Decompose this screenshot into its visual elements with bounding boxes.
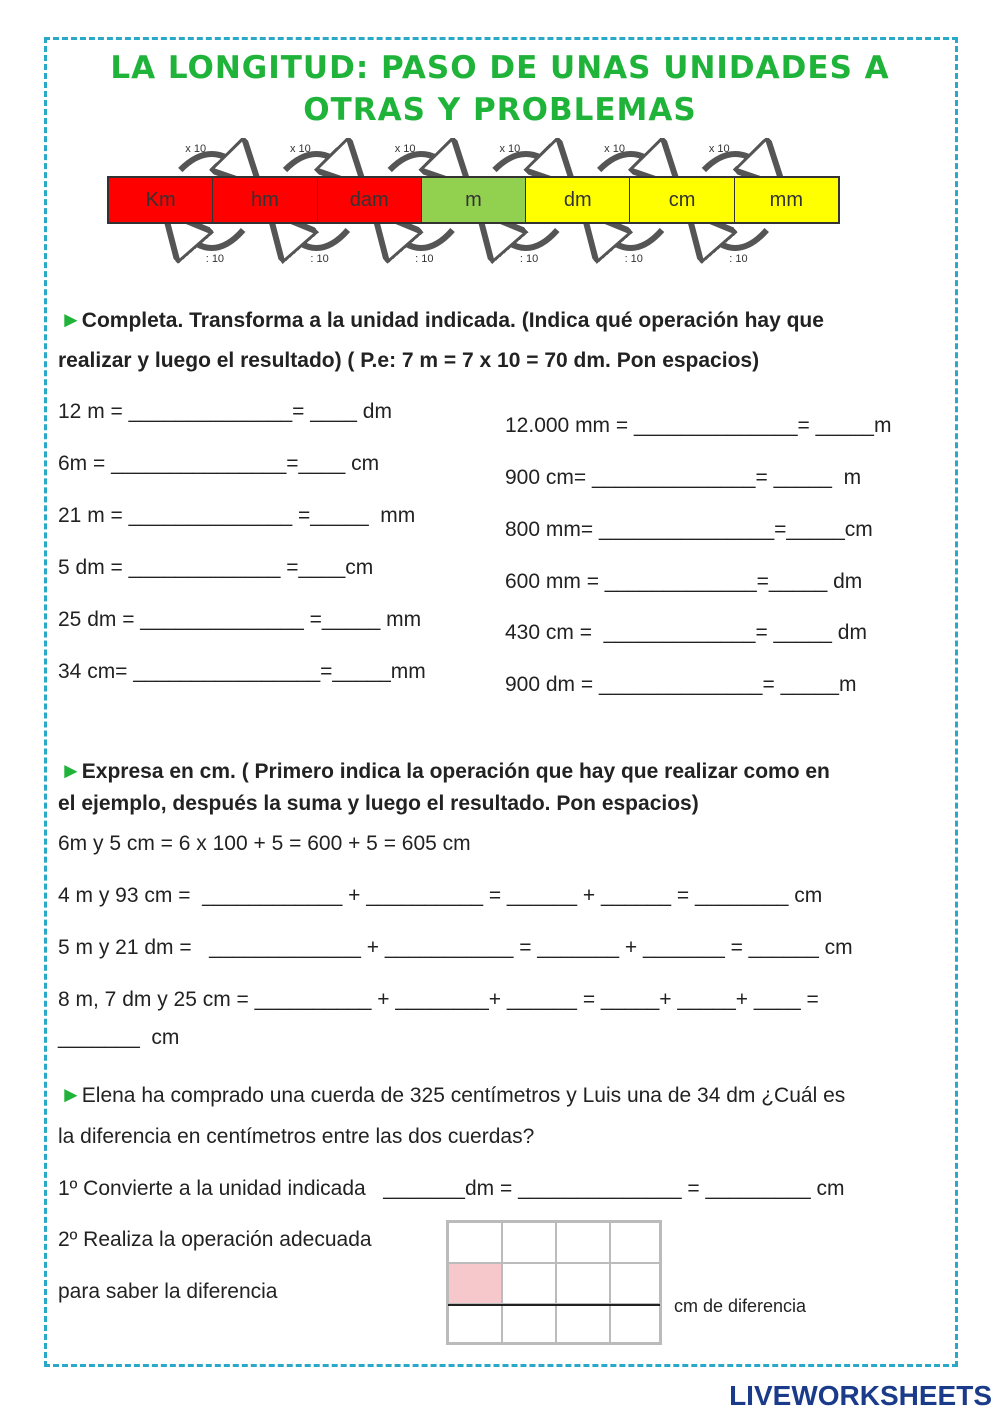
subtraction-grid[interactable] [446, 1220, 662, 1345]
divide-label: : 10 [624, 253, 643, 265]
exercise-left-1[interactable]: 12 m = ______________= ____ dm [58, 400, 392, 423]
multiply-label: x 10 [185, 143, 207, 155]
problem-step1[interactable]: 1º Convierte a la unidad indicada _______dm = ______________ = _________ cm [58, 1177, 845, 1200]
multiply-label: x 10 [290, 143, 311, 155]
scale-cell-hm: hm [213, 178, 317, 222]
multiply-arrow [494, 154, 557, 170]
grid-cell[interactable] [556, 1222, 610, 1263]
multiply-label: x 10 [708, 143, 730, 155]
grid-cell[interactable] [610, 1222, 660, 1263]
divide-label: : 10 [415, 253, 434, 265]
section1-instruction-line2: realizar y luego el resultado) ( P.e: 7 m = 7 x 10 = 70 dm. Pon espacios) [58, 349, 760, 372]
divide-arrow [599, 230, 662, 248]
grid-cell[interactable] [556, 1263, 610, 1304]
sum-line [448, 1304, 660, 1306]
grid-cell[interactable] [448, 1222, 502, 1263]
exercise-right-5[interactable]: 430 cm = _____________= _____ dm [505, 621, 867, 644]
exercise-right-2[interactable]: 900 cm= ______________= _____ m [505, 466, 862, 489]
difference-label: cm de diferencia [674, 1296, 807, 1316]
divide-arrow [390, 230, 453, 248]
scale-cell-m: m [422, 178, 526, 222]
grid-cell[interactable] [610, 1304, 660, 1343]
exercise-left-2[interactable]: 6m = _______________=____ cm [58, 452, 380, 475]
scale-cell-km: Km [109, 178, 213, 222]
exercise-left-6[interactable]: 34 cm= ________________=_____mm [58, 660, 426, 683]
divide-arrow [704, 230, 767, 248]
divide-label: : 10 [729, 253, 748, 265]
section1-instruction-line1: ►Completa. Transforma a la unidad indicada. (Indica qué operación hay que [60, 307, 824, 332]
exercise-left-4[interactable]: 5 dm = _____________ =____cm [58, 556, 374, 579]
section2-example: 6m y 5 cm = 6 x 100 + 5 = 600 + 5 = 605 cm [58, 832, 471, 855]
multiply-label: x 10 [394, 143, 416, 155]
expression-row-2[interactable]: 5 m y 21 dm = _____________ + ___________ = _______ + _______ = ______ cm [58, 936, 853, 959]
grid-cell-operator[interactable] [448, 1263, 502, 1304]
grid-cell[interactable] [610, 1263, 660, 1304]
multiply-arrow [285, 154, 348, 170]
problem-step2-line2: para saber la diferencia [58, 1280, 278, 1303]
exercise-left-5[interactable]: 25 dm = ______________ =_____ mm [58, 608, 422, 631]
divide-label: : 10 [310, 253, 329, 265]
play-arrow-icon: ► [60, 307, 82, 332]
unit-scale [107, 176, 840, 224]
exercise-right-4[interactable]: 600 mm = _____________=_____ dm [505, 570, 863, 593]
multiply-arrow [390, 154, 453, 170]
grid-cell[interactable] [556, 1304, 610, 1343]
exercise-left-3[interactable]: 21 m = ______________ =_____ mm [58, 504, 416, 527]
play-arrow-icon: ► [60, 758, 82, 783]
section2-instruction-line1: ►Expresa en cm. ( Primero indica la operación que hay que realizar como en [60, 758, 830, 783]
expression-row-3-result[interactable]: _______ cm [58, 1026, 180, 1049]
page-title-line2: OTRAS Y PROBLEMAS [303, 92, 697, 128]
exercise-right-6[interactable]: 900 dm = ______________= _____m [505, 673, 857, 696]
liveworksheets-logo: LIVEWORKSHEETS [729, 1380, 992, 1411]
grid-cell[interactable] [502, 1304, 556, 1343]
divide-label: : 10 [519, 253, 539, 265]
grid-cell[interactable] [502, 1222, 556, 1263]
grid-cell[interactable] [502, 1263, 556, 1304]
problem-line1: ►Elena ha comprado una cuerda de 325 centímetros y Luis una de 34 dm ¿Cuál es [60, 1082, 846, 1107]
expression-row-3[interactable]: 8 m, 7 dm y 25 cm = __________ + ________+ ______ = _____+ _____+ ____ = [58, 988, 819, 1011]
divide-label: : 10 [205, 253, 225, 265]
scale-cell-cm: cm [630, 178, 734, 222]
divide-arrow [494, 230, 557, 248]
multiply-arrow [180, 154, 243, 170]
problem-step2-line1: 2º Realiza la operación adecuada [58, 1228, 372, 1251]
page-title-line1: LA LONGITUD: PASO DE UNAS UNIDADES A [110, 50, 890, 86]
expression-row-1[interactable]: 4 m y 93 cm = ____________ + __________ = ______ + ______ = ________ cm [58, 884, 823, 907]
multiply-label: x 10 [604, 143, 625, 155]
exercise-right-3[interactable]: 800 mm= _______________=_____cm [505, 518, 873, 541]
problem-line2: la diferencia en centímetros entre las dos cuerdas? [58, 1125, 535, 1148]
divide-arrow [285, 230, 348, 248]
multiply-arrow [704, 154, 767, 170]
scale-cell-mm: mm [735, 178, 838, 222]
scale-cell-dam: dam [318, 178, 422, 222]
scale-cell-dm: dm [526, 178, 630, 222]
multiply-label: x 10 [499, 143, 521, 155]
grid-cell[interactable] [448, 1304, 502, 1343]
exercise-right-1[interactable]: 12.000 mm = ______________= _____m [505, 414, 892, 437]
divide-arrow [180, 230, 243, 248]
section2-instruction-line2: el ejemplo, después la suma y luego el resultado. Pon espacios) [58, 792, 699, 815]
play-arrow-icon: ► [60, 1082, 82, 1107]
multiply-arrow [599, 154, 662, 170]
